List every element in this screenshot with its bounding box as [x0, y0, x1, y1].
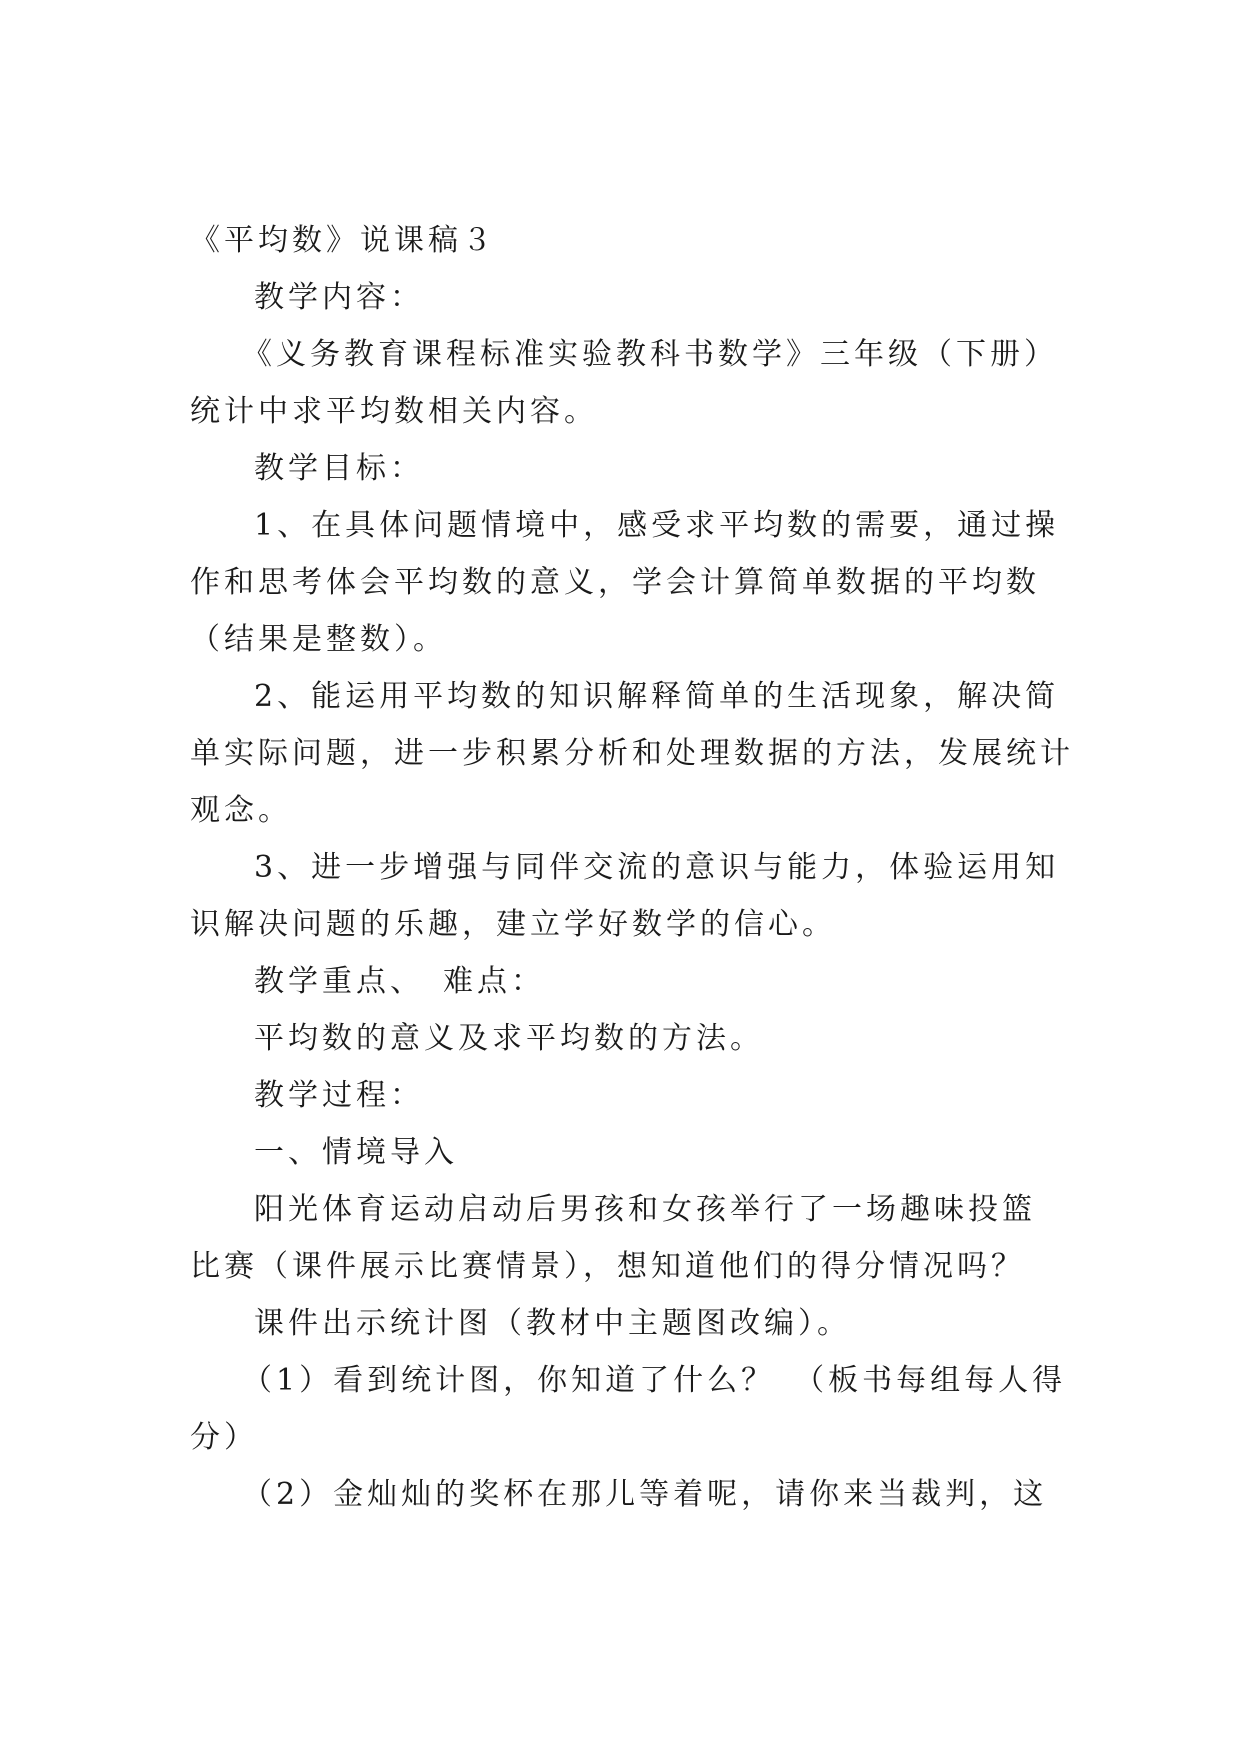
document-title: 《平均数》说课稿３ [190, 223, 496, 258]
paragraph-line: 3、进一步增强与同伴交流的意识与能力，体验运用知 [254, 850, 1060, 885]
paragraph-line: 比赛（课件展示比赛情景），想知道他们的得分情况吗？ [190, 1249, 1025, 1284]
paragraph-line: （结果是整数）。 [190, 622, 447, 657]
paragraph-line: 统计中求平均数相关内容。 [190, 394, 598, 429]
paragraph-line: 阳光体育运动启动后男孩和女孩举行了一场趣味投篮 [254, 1192, 1036, 1227]
paragraph-line: 单实际问题，进一步积累分析和处理数据的方法，发展统计 [190, 736, 1074, 771]
section-heading-key-points: 教学重点、 难点： [254, 964, 545, 999]
section-heading-teaching-goals: 教学目标： [254, 451, 424, 486]
paragraph-line: 识解决问题的乐趣，建立学好数学的信心。 [190, 907, 836, 942]
paragraph-line: 2、能运用平均数的知识解释简单的生活现象，解决简 [254, 679, 1060, 714]
paragraph-line: （2）金灿灿的奖杯在那儿等着呢，请你来当裁判，这 [242, 1477, 1048, 1512]
section-heading-teaching-process: 教学过程： [254, 1078, 424, 1113]
document-body [190, 212, 1074, 1523]
paragraph-line: 1、在具体问题情境中，感受求平均数的需要，通过操 [254, 508, 1060, 543]
paragraph-line: 观念。 [190, 793, 292, 828]
paragraph-line: 作和思考体会平均数的意义，学会计算简单数据的平均数 [190, 565, 1040, 600]
paragraph-line: 分） [190, 1420, 258, 1455]
paragraph-line: 课件出示统计图（教材中主题图改编）。 [254, 1306, 851, 1341]
subsection-heading: 一、情境导入 [254, 1135, 458, 1170]
paragraph-line: （1）看到统计图，你知道了什么？ （板书每组每人得 [242, 1363, 1067, 1398]
paragraph-line: 《义务教育课程标准实验教科书数学》三年级（下册） [242, 337, 1058, 372]
section-heading-teaching-content: 教学内容： [254, 280, 424, 315]
paragraph-line: 平均数的意义及求平均数的方法。 [254, 1021, 764, 1056]
